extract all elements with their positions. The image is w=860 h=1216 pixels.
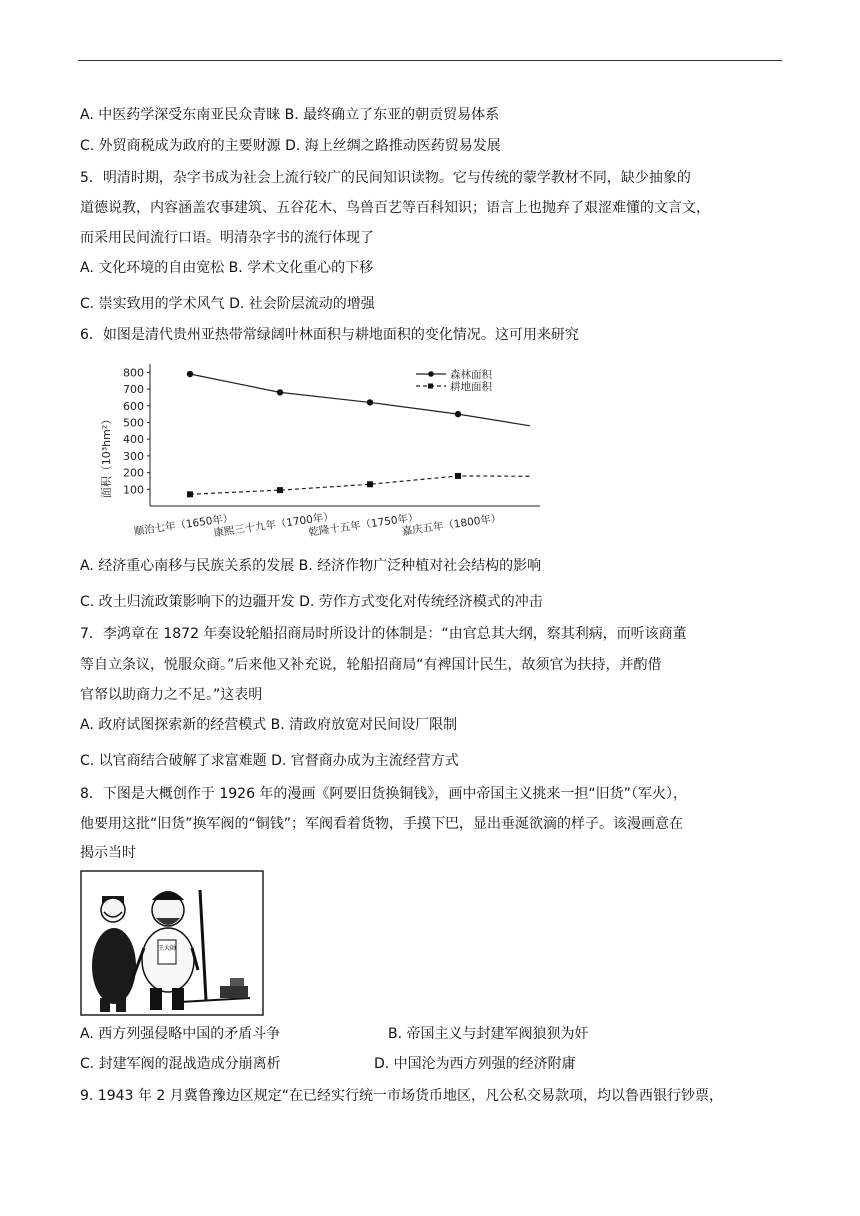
y-tick-label: 200 xyxy=(123,466,144,480)
y-tick-label: 700 xyxy=(123,383,144,397)
cartoon-illustration xyxy=(80,870,264,1016)
farmland-area-line xyxy=(190,476,530,494)
q5-stem-2: 道德说教，内容涵盖农事建筑、五谷花木、鸟兽百艺等百科知识；语言上也抛弃了艰涩难懂的文言文， xyxy=(80,200,710,216)
cartoon-badge-text: 王大帥 xyxy=(157,945,177,952)
y-axis-label: 面积（10³hm²） xyxy=(100,413,113,499)
legend-label: 耕地面积 xyxy=(450,381,492,393)
forest-area-point xyxy=(187,371,193,377)
q7-stem-2: 等自立条议，悦服众商。”后来他又补充说，轮船招商局“有裨国计民生，故须官为扶持，并酌借 xyxy=(80,657,662,673)
q6-options-cd: C. 改土归流政策影响下的边疆开发 D. 劳作方式变化对传统经济模式的冲击 xyxy=(80,594,543,610)
q4-options-ab: A. 中医药学深受东南亚民众青睐 B. 最终确立了东亚的朝贡贸易体系 xyxy=(80,107,500,123)
y-tick-label: 500 xyxy=(123,416,144,430)
q6-options-ab: A. 经济重心南移与民族关系的发展 B. 经济作物广泛种植对社会结构的影响 xyxy=(80,558,542,574)
q5-stem-3: 而采用民间流行口语。明清杂字书的流行体现了 xyxy=(80,230,374,246)
y-tick-label: 300 xyxy=(123,449,144,463)
x-tick-label: 康熙三十九年（1700年） xyxy=(212,510,335,540)
x-tick-label: 顺治七年（1650年） xyxy=(133,512,235,538)
forest-area-point xyxy=(455,411,461,417)
q8-option-a: A. 西方列强侵略中国的矛盾斗争 xyxy=(80,1026,281,1042)
forest-area-point xyxy=(367,399,373,405)
y-tick-label: 600 xyxy=(123,399,144,413)
farmland-area-point xyxy=(455,473,461,479)
q9-stem-1: 9. 1943 年 2 月冀鲁豫边区规定“在已经实行统一市场货币地区，凡公私交易款项，均以鲁西银行钞票， xyxy=(80,1088,723,1104)
x-tick-label: 嘉庆五年（1800年） xyxy=(401,512,503,538)
q8-stem-1: 8．下图是大概创作于 1926 年的漫画《阿要旧货换铜钱》，画中帝国主义挑来一担“旧货”（军火）， xyxy=(80,786,687,802)
y-tick-label: 400 xyxy=(123,433,144,447)
q6-stem: 6．如图是清代贵州亚热带常绿阔叶林面积与耕地面积的变化情况。这可用来研究 xyxy=(80,327,579,343)
q8-stem-2: 他要用这批“旧货”换军阀的“铜钱”；军阀看着货物，手摸下巴，显出垂涎欲滴的样子。该漫画意在 xyxy=(80,816,684,832)
farmland-area-point xyxy=(367,481,373,487)
area-change-chart xyxy=(80,356,570,542)
y-tick-label: 100 xyxy=(123,483,144,497)
forest-area-point xyxy=(277,389,283,395)
q7-options-ab: A. 政府试图探索新的经营模式 B. 清政府放宽对民间设厂限制 xyxy=(80,717,458,733)
q8-stem-3: 揭示当时 xyxy=(80,845,136,861)
q4-options-cd: C. 外贸商税成为政府的主要财源 D. 海上丝绸之路推动医药贸易发展 xyxy=(80,138,501,154)
y-tick-label: 800 xyxy=(123,366,144,380)
q7-stem-3: 官帑以助商力之不足。”这表明 xyxy=(80,687,263,703)
q7-stem-1: 7．李鸿章在 1872 年奏设轮船招商局时所设计的体制是：“由官总其大纲，察其利病，而听该商董 xyxy=(80,626,687,642)
q5-stem-1: 5．明清时期，杂字书成为社会上流行较广的民间知识读物。它与传统的蒙学教材不同，缺少抽象的 xyxy=(80,170,691,186)
legend-label: 森林面积 xyxy=(450,369,492,381)
farmland-area-point xyxy=(277,487,283,493)
q8-option-c: C. 封建军阀的混战造成分崩离析 xyxy=(80,1056,281,1072)
q5-options-ab: A. 文化环境的自由宽松 B. 学术文化重心的下移 xyxy=(80,260,374,276)
q5-options-cd: C. 崇实致用的学术风气 D. 社会阶层流动的增强 xyxy=(80,296,375,312)
legend-marker xyxy=(428,384,433,389)
q7-options-cd: C. 以官商结合破解了求富难题 D. 官督商办成为主流经营方式 xyxy=(80,753,459,769)
header-rule xyxy=(78,60,782,61)
farmland-area-point xyxy=(187,491,193,497)
q8-option-d: D. 中国沦为西方列强的经济附庸 xyxy=(374,1056,576,1072)
legend-marker xyxy=(428,371,434,377)
x-tick-label: 乾隆十五年（1750年） xyxy=(307,511,420,539)
q8-option-b: B. 帝国主义与封建军阀狼狈为奸 xyxy=(388,1026,589,1042)
